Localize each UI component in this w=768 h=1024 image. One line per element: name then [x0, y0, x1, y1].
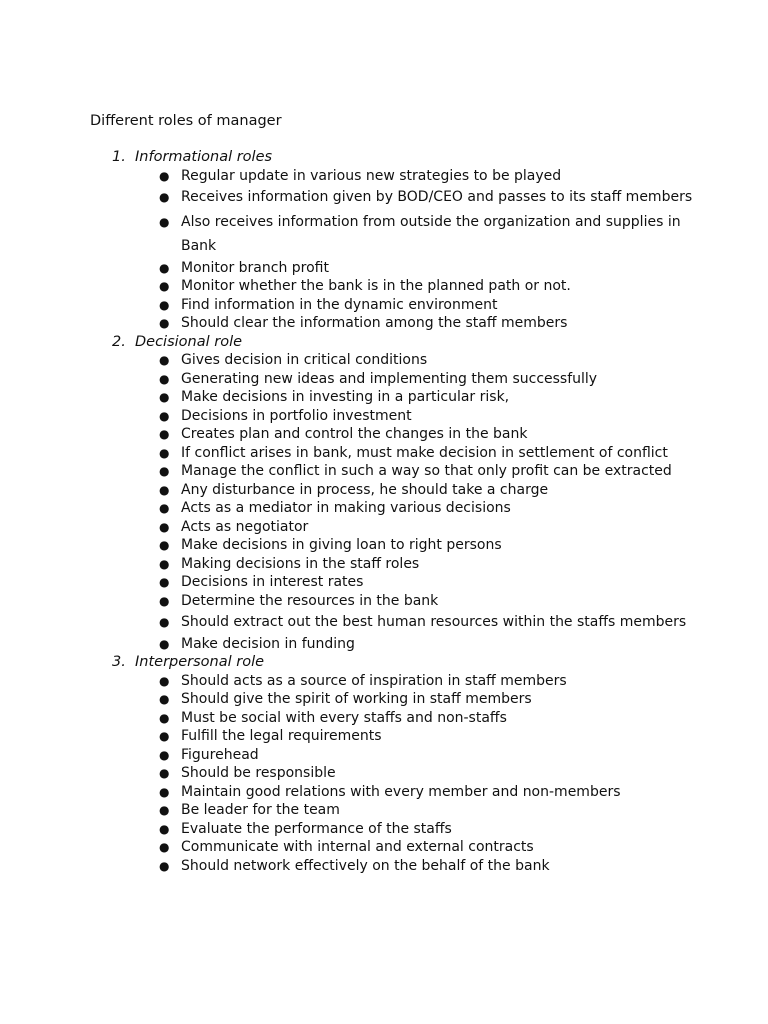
- list-item: [0, 259, 768, 278]
- list-item: [0, 314, 768, 333]
- list-item-text: Be leader for the team: [181, 802, 340, 818]
- bullet-icon: ●: [159, 482, 170, 497]
- bullet-list: [0, 351, 768, 653]
- bullet-icon: ●: [159, 538, 170, 552]
- list-item: [0, 764, 768, 783]
- list-item: [0, 838, 768, 857]
- list-item: [0, 277, 768, 296]
- bullet-icon: ●: [159, 519, 170, 534]
- list-item-text: Must be social with every staffs and non-staffs: [181, 709, 507, 726]
- list-item: [0, 499, 768, 518]
- list-item: [0, 801, 768, 820]
- bullet-list: [0, 167, 768, 333]
- bullet-icon: ●: [159, 840, 170, 854]
- section: [0, 653, 768, 875]
- list-item-text: Making decisions in the staff roles: [181, 555, 420, 572]
- list-item-text: Decisions in interest rates: [181, 574, 364, 590]
- section: [0, 148, 768, 333]
- bullet-icon: ●: [159, 390, 170, 404]
- bullet-icon: ●: [159, 427, 170, 441]
- section-title: Interpersonal role: [135, 654, 265, 670]
- list-item-text: Regular update in various new strategies to be played: [181, 167, 562, 184]
- list-item: [0, 425, 768, 444]
- bullet-icon: ●: [159, 858, 170, 873]
- bullet-icon: ●: [159, 353, 170, 367]
- section-heading: [0, 653, 768, 672]
- list-item-text: Manage the conflict in such a way so that only profit can be extracted: [181, 463, 672, 479]
- list-item-text: Monitor whether the bank is in the planned path or not.: [181, 278, 571, 294]
- list-item-text: Gives decision in critical conditions: [181, 352, 428, 368]
- list-item-text: Should network effectively on the behalf of the bank: [181, 857, 550, 874]
- list-item-text: Receives information given by BOD/CEO and passes to its staff members: [181, 189, 693, 205]
- bullet-icon: ●: [159, 636, 170, 651]
- bullet-icon: ●: [159, 445, 170, 460]
- list-item: [0, 783, 768, 802]
- list-item-text: Evaluate the performance of the staffs: [181, 820, 452, 837]
- bullet-icon: ●: [159, 710, 170, 725]
- list-item: [0, 709, 768, 728]
- list-item-text: Find information in the dynamic environment: [181, 296, 498, 313]
- list-item: [0, 672, 768, 691]
- bullet-icon: ●: [159, 316, 170, 330]
- bullet-icon: ●: [159, 501, 170, 515]
- list-item-text: Generating new ideas and implementing them successfully: [181, 370, 598, 387]
- list-item-text: Determine the resources in the bank: [181, 592, 439, 609]
- list-item: [0, 573, 768, 592]
- list-item: [0, 407, 768, 426]
- list-item: [0, 820, 768, 839]
- list-item: [0, 167, 768, 186]
- bullet-icon: ●: [159, 729, 170, 743]
- bullet-icon: ●: [159, 784, 170, 799]
- bullet-icon: ●: [159, 593, 170, 608]
- list-item: [0, 555, 768, 574]
- list-item-text: Decisions in portfolio investment: [181, 407, 412, 424]
- section-number: 2.: [112, 333, 126, 350]
- bullet-icon: ●: [159, 214, 170, 229]
- bullet-icon: ●: [159, 556, 170, 571]
- section-heading: [0, 148, 768, 167]
- section-number: 1.: [112, 149, 126, 165]
- bullet-list: [0, 672, 768, 876]
- list-item: [0, 592, 768, 611]
- section-title: Informational roles: [135, 149, 273, 165]
- list-item-text: Also receives information from outside the organization and supplies in Bank: [181, 213, 681, 254]
- list-item-text: Make decision in funding: [181, 635, 355, 652]
- list-item: [0, 481, 768, 500]
- bullet-icon: ●: [159, 673, 170, 688]
- list-item-text: Should acts as a source of inspiration in staff members: [181, 672, 567, 689]
- list-item-text: Acts as a mediator in making various decisions: [181, 500, 511, 516]
- list-item: [0, 746, 768, 765]
- list-item: [0, 370, 768, 389]
- list-item-text: Make decisions in giving loan to right persons: [181, 537, 502, 553]
- list-item: [0, 536, 768, 555]
- list-item-text: Maintain good relations with every member and non-members: [181, 783, 621, 800]
- list-item: [0, 462, 768, 481]
- list-item-text: Monitor branch profit: [181, 259, 329, 276]
- list-item: [0, 610, 768, 635]
- bullet-icon: ●: [159, 168, 170, 183]
- bullet-icon: ●: [159, 747, 170, 762]
- bullet-icon: ●: [159, 279, 170, 293]
- list-item-text: Should clear the information among the staff members: [181, 315, 568, 331]
- bullet-icon: ●: [159, 575, 170, 589]
- bullet-icon: ●: [159, 766, 170, 780]
- list-item: [0, 857, 768, 876]
- bullet-icon: ●: [159, 408, 170, 423]
- sections-list: [0, 148, 768, 875]
- list-item-text: Figurehead: [181, 746, 259, 763]
- list-item-text: Should extract out the best human resources within the staffs members: [181, 614, 687, 630]
- list-item: [0, 635, 768, 654]
- list-item: [0, 296, 768, 315]
- list-item-text: Creates plan and control the changes in the bank: [181, 426, 528, 442]
- list-item-text: Communicate with internal and external contracts: [181, 839, 534, 855]
- section: [0, 333, 768, 654]
- section-title: Decisional role: [135, 333, 243, 350]
- list-item: [0, 444, 768, 463]
- list-item: [0, 210, 768, 259]
- section-heading: [0, 333, 768, 352]
- section-number: 3.: [112, 654, 126, 670]
- list-item-text: Should give the spirit of working in staff members: [181, 691, 532, 707]
- list-item-text: If conflict arises in bank, must make decision in settlement of conflict: [181, 444, 668, 461]
- bullet-icon: ●: [159, 615, 170, 629]
- bullet-icon: ●: [159, 803, 170, 817]
- list-item: [0, 185, 768, 210]
- list-item-text: Should be responsible: [181, 765, 336, 781]
- list-item: [0, 727, 768, 746]
- list-item: [0, 388, 768, 407]
- bullet-icon: ●: [159, 260, 170, 275]
- bullet-icon: ●: [159, 464, 170, 478]
- bullet-icon: ●: [159, 297, 170, 312]
- list-item: [0, 351, 768, 370]
- list-item-text: Acts as negotiator: [181, 518, 309, 535]
- document-title: Different roles of manager: [90, 113, 282, 129]
- list-item: [0, 518, 768, 537]
- list-item-text: Fulfill the legal requirements: [181, 728, 382, 744]
- list-item: [0, 690, 768, 709]
- bullet-icon: ●: [159, 371, 170, 386]
- bullet-icon: ●: [159, 190, 170, 204]
- list-item-text: Make decisions in investing in a particular risk,: [181, 389, 510, 405]
- bullet-icon: ●: [159, 692, 170, 706]
- bullet-icon: ●: [159, 821, 170, 836]
- list-item-text: Any disturbance in process, he should take a charge: [181, 481, 549, 498]
